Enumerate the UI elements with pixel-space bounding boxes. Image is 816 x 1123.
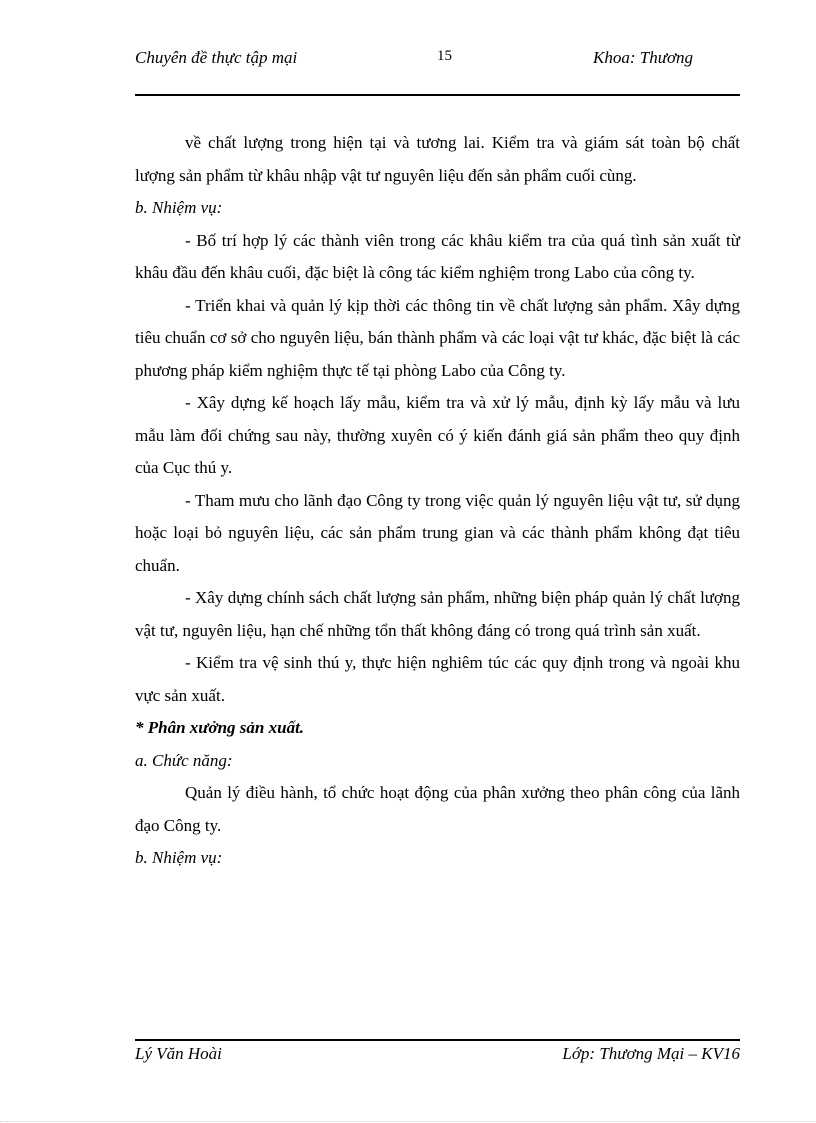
paragraph-function: Quản lý điều hành, tổ chức hoạt động của phân xưởng theo phân công của lãnh đạo Công ty.	[135, 783, 740, 835]
page-header	[135, 46, 740, 96]
subheading-function: a. Chức năng:	[135, 750, 233, 770]
paragraph-task-5: - Xây dựng chính sách chất lượng sản phẩm, những biện pháp quản lý chất lượng vật tư, nguyên liệu, hạn chế những tổn thất không đáng có trong quá trình sản xuất.	[135, 588, 740, 640]
footer-class: Lớp: Thương Mại – KV16	[562, 1044, 740, 1063]
subheading-tasks-2: b. Nhiệm vụ:	[135, 848, 223, 867]
header-department: Khoa: Thương	[593, 48, 694, 67]
section-heading-workshop: * Phân xưởng sản xuất.	[135, 718, 305, 737]
paragraph-task-3: - Xây dựng kế hoạch lấy mẫu, kiểm tra và xử lý mẫu, định kỳ lấy mẫu và lưu mẫu làm đối chứng sau này, thường xuyên có ý kiến đánh giá sản phẩm theo quy định của Cục thú y.	[135, 393, 740, 477]
footer-author: Lý Văn Hoài	[135, 1044, 222, 1063]
subheading-tasks: b. Nhiệm vụ:	[135, 198, 223, 217]
footer-divider	[135, 1039, 740, 1041]
paragraph-task-1: - Bố trí hợp lý các thành viên trong các khâu kiểm tra của quá tình sản xuất từ khâu đầu đến khâu cuối, đặc biệt là công tác kiểm nghiệm trong Labo của công ty.	[135, 230, 740, 282]
paragraph-continuation: về chất lượng trong hiện tại và tương lai. Kiểm tra và giám sát toàn bộ chất lượng sản phẩm từ khâu nhập vật tư nguyên liệu đến sản phẩm cuối cùng.	[135, 133, 740, 185]
header-divider	[135, 94, 740, 96]
header-title: Chuyên đề thực tập mại	[135, 48, 298, 67]
page-edge	[0, 1121, 816, 1122]
page-body	[135, 127, 740, 875]
page-number: 15	[437, 48, 452, 64]
paragraph-task-4: - Tham mưu cho lãnh đạo Công ty trong việc quản lý nguyên liệu vật tư, sử dụng hoặc loại bỏ nguyên liệu, các sản phẩm trung gian và các thành phẩm không đạt tiêu chuẩn.	[135, 490, 740, 575]
paragraph-task-2: - Triển khai và quản lý kịp thời các thông tin về chất lượng sản phẩm. Xây dựng tiêu chuẩn cơ sở cho nguyên liệu, bán thành phẩm và các loại vật tư khác, đặc biệt là các phương pháp kiểm nghiệm thực tế tại phòng Labo của Công ty.	[135, 295, 740, 380]
paragraph-task-6: - Kiểm tra vệ sinh thú y, thực hiện nghiêm túc các quy định trong và ngoài khu vực sản xuất.	[135, 653, 740, 705]
